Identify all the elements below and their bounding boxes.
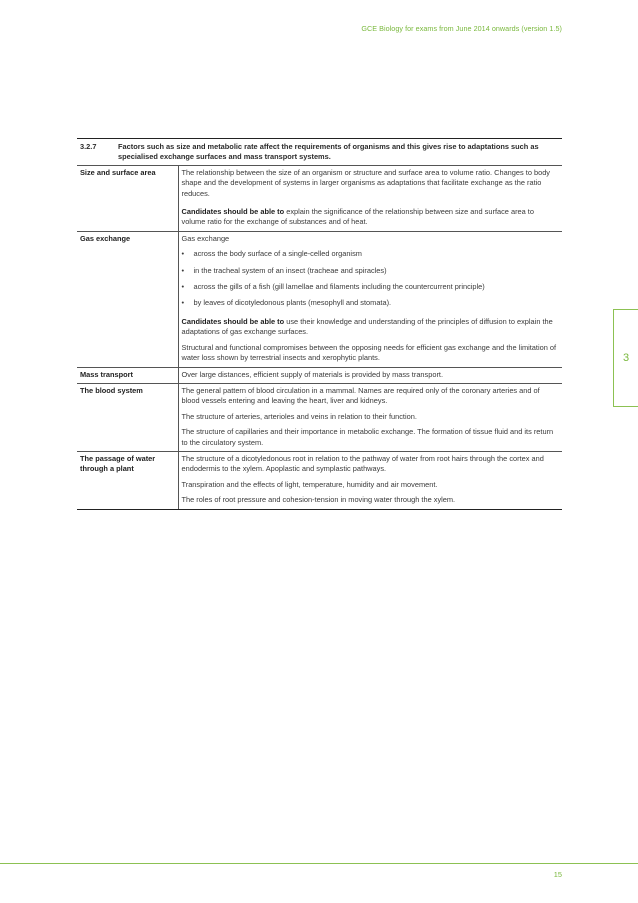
table-row-mass-transport bbox=[77, 367, 562, 383]
paragraph-text: explain the significance of the relationship between size and surface area to volume ratio for the exchange of substances and of heat. bbox=[181, 207, 534, 227]
paragraph: Over large distances, efficient supply of materials is provided by mass transport. bbox=[181, 369, 444, 379]
candidates-should-label: Candidates should be able to bbox=[181, 316, 285, 326]
table-row-gas-exchange bbox=[77, 231, 562, 367]
section-title-row bbox=[77, 139, 562, 166]
bullet-item: • across the gills of a fish (gill lamellae and filaments including the countercurrent principle) bbox=[182, 282, 560, 292]
row-content bbox=[178, 165, 562, 231]
paragraph bbox=[182, 317, 560, 338]
row-label: Gas exchange bbox=[77, 231, 178, 367]
row-content bbox=[178, 451, 562, 509]
candidates-should-label: Candidates should be able to bbox=[181, 207, 285, 217]
table-row-blood-system bbox=[77, 383, 562, 451]
section-title: Factors such as size and metabolic rate affect the requirements of organisms and this gives rise to adaptations such as specialised exchange surfaces and mass transport systems. bbox=[118, 142, 539, 162]
row-label: Size and surface area bbox=[77, 165, 178, 231]
paragraph: The relationship between the size of an organism or structure and surface area to volume ratio. Changes to body shape and the development of systems in larger organisms as adaptations that facilitate exchange as the ratio reduces. bbox=[181, 167, 551, 198]
bullet-item: • by leaves of dicotyledonous plants (mesophyll and stomata). bbox=[182, 298, 560, 308]
paragraph: Transpiration and the effects of light, temperature, humidity and air movement. bbox=[181, 479, 438, 489]
paragraph-text: use their knowledge and understanding of the principles of diffusion to explain the adaptations of gas exchange surfaces. bbox=[181, 316, 553, 337]
running-header: GCE Biology for exams from June 2014 onwards (version 1.5) bbox=[361, 24, 562, 33]
table-row-water-passage bbox=[77, 451, 562, 509]
paragraph: The structure of arteries, arterioles and veins in relation to their function. bbox=[181, 411, 417, 421]
paragraph: The roles of root pressure and cohesion-tension in moving water through the xylem. bbox=[181, 495, 456, 505]
row-label: The passage of water through a plant bbox=[77, 451, 178, 509]
paragraph: Gas exchange bbox=[181, 233, 230, 243]
chapter-side-tab bbox=[613, 309, 638, 407]
paragraph: The general pattern of blood circulation in a mammal. Names are required only of the coronary arteries and of blood vessels entering and leaving the heart, liver and kidneys. bbox=[181, 385, 540, 406]
section-number: 3.2.7 bbox=[80, 142, 97, 151]
bullet-list bbox=[182, 249, 560, 309]
row-label: Mass transport bbox=[77, 367, 178, 383]
row-content bbox=[178, 231, 562, 367]
paragraph: Structural and functional compromises between the opposing needs for efficient gas exchange and the limitation of water loss shown by terrestrial insects and xerophytic plants. bbox=[181, 342, 557, 363]
table-row-size-surface-area bbox=[77, 165, 562, 231]
paragraph: The structure of capillaries and their importance in metabolic exchange. The formation of tissue fluid and its return to the circulatory system. bbox=[181, 427, 554, 447]
chapter-number: 3 bbox=[622, 352, 630, 364]
footer-rule bbox=[0, 863, 638, 864]
paragraph: The structure of a dicotyledonous root in relation to the pathway of water from root hairs through the cortex and endodermis to the xylem. Apoplastic and symplastic pathways. bbox=[181, 453, 544, 474]
bullet-item: • in the tracheal system of an insect (tracheae and spiracles) bbox=[182, 266, 560, 276]
page-number: 15 bbox=[553, 870, 562, 879]
bullet-item: • across the body surface of a single-celled organism bbox=[182, 249, 560, 259]
row-content bbox=[178, 367, 562, 383]
paragraph bbox=[182, 207, 560, 228]
row-content bbox=[178, 383, 562, 451]
specification-table bbox=[77, 138, 562, 510]
row-label: The blood system bbox=[77, 383, 178, 451]
